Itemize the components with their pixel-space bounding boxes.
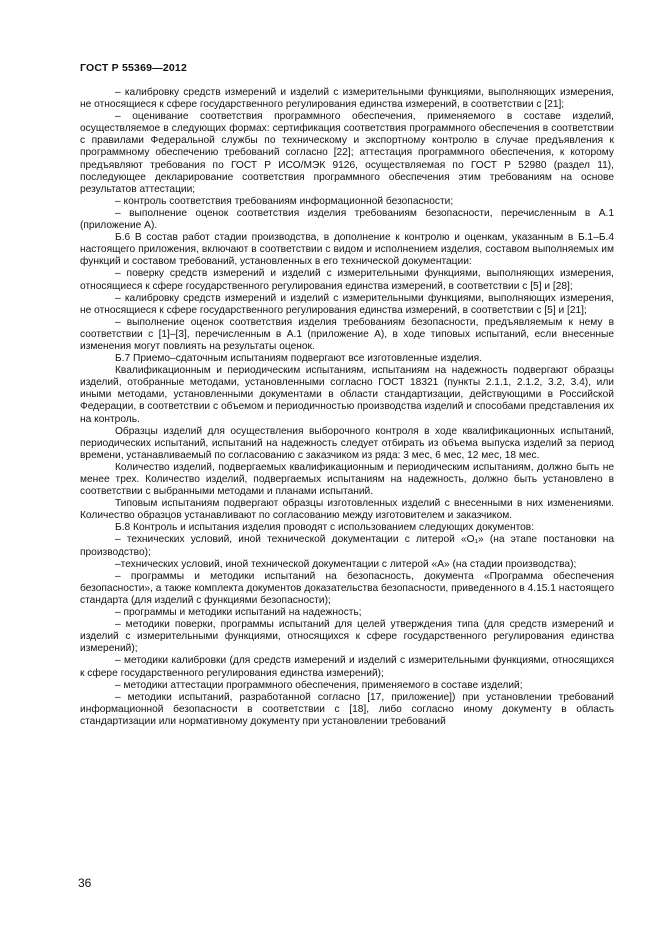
paragraph: – методики испытаний, разработанной согласно [17, приложение]) при установлении требований информационной безопасности в соответствии с [18], либо согласно иному документу в область стандартизации или нормативному документу при установлении требований bbox=[80, 691, 614, 727]
paragraph: – калибровку средств измерений и изделий с измерительными функциями, выполняющих измерения, не относящиеся к сфере государственного регулирования единства измерений, в соответствии с [21]; bbox=[80, 87, 614, 111]
paragraph: – выполнение оценок соответствия изделия требованиям безопасности, перечисленным в А.1 (приложение А). bbox=[80, 207, 614, 232]
paragraph: – контроль соответствия требованиям информационной безопасности; bbox=[115, 195, 454, 207]
paragraph: Количество изделий, подвергаемых квалификационным и периодическим испытаниям, должно быть не менее трех. Количество изделий, подвергаемых испытаниям на надежность, должно быть установлено в соответствии с выбранными методами и планами испытаний. bbox=[80, 461, 614, 498]
paragraph: Образцы изделий для осуществления выборочного контроля в ходе квалификационных испытаний, периодических испытаний, испытаний на надежность следует отбирать из объема выпуска изделий за период времени, устанавливаемый по согласованию с заказчиком из ряда: 3 мес, 6 мес, 12 мес, 18 мес. bbox=[80, 425, 614, 461]
paragraph: – поверку средств измерений и изделий с измерительными функциями, выполняющих измерения, относящиеся к сфере государственного регулирования единства измерений, в соответствии с [5] и [28]; bbox=[80, 268, 614, 292]
paragraph: – методики поверки, программы испытаний для целей утверждения типа (для средств измерений и изделий с измерительными функциями, относящихся к сфере государственного регулирования единства измерений); bbox=[80, 619, 614, 655]
page-number: 36 bbox=[78, 876, 92, 890]
paragraph: Б.7 Приемо–сдаточным испытаниям подвергают все изготовленные изделия. bbox=[115, 353, 483, 365]
standard-header: ГОСТ Р 55369—2012 bbox=[80, 62, 188, 74]
paragraph: –технических условий, иной технической документации с литерой «А» (на стадии производства); bbox=[115, 558, 577, 570]
paragraph: – программы и методики испытаний на надежность; bbox=[115, 607, 362, 619]
paragraph: Б.8 Контроль и испытания изделия проводят с использованием следующих документов: bbox=[115, 522, 535, 534]
document-body bbox=[80, 87, 614, 728]
paragraph: – программы и методики испытаний на безопасность, документа «Программа обеспечения безопасности», а также комплекта документов доказательства безопасности, приведенного в 4.15.1 настоящего стандарта (для изделий с функциями безопасности); bbox=[80, 570, 614, 606]
paragraph: – выполнение оценок соответствия изделия требованиям безопасности, предъявляемым к нему в соответствии с [1]–[3], перечисленным в А.1 (приложение А), в ходе типовых испытаний, если внесенные изменения могут повлиять на результаты оценок. bbox=[80, 316, 614, 352]
paragraph: – методики аттестации программного обеспечения, применяемого в составе изделий; bbox=[115, 679, 523, 691]
paragraph: Квалификационным и периодическим испытаниям, испытаниям на надежность подвергают образцы изделий, отобранные методами, установленными согласно ГОСТ 18321 (пункты 2.1.1, 2.1.2, 3.2, 3.4), или иными методами, установленными документами в области стандартизации, действующими в Российской Федерации, в соответствии с объемом и периодичностью производства изделий и способами представления их на контроль. bbox=[80, 365, 614, 425]
paragraph: Б.6 В состав работ стадии производства, в дополнение к контролю и оценкам, указанным в Б.1–Б.4 настоящего приложения, включают в соответствии с видом и исполнением изделия, составом выполняемых им функций и составом требований, установленных в его технической документации: bbox=[80, 232, 614, 268]
paragraph: – технических условий, иной технической документации с литерой «О₁» (на этапе постановки на производство); bbox=[80, 534, 614, 558]
paragraph: – оценивание соответствия программного обеспечения, применяемого в составе изделий, осуществляемое в следующих формах: сертификация соответствия программного обеспечения в соответствии с правилами Федеральной службы по техническому и экспортному контролю в случае предъявления к программному обеспечению требований согласно [22]; аттестация программного обеспечения, к которому предъявляют требования по ГОСТ Р ИСО/МЭК 9126, осуществляемая по ГОСТ Р 52980 (раздел 11), последующее декларирование соответствия программного обеспечения этим требованиям на основе результатов аттестации; bbox=[80, 111, 614, 195]
paragraph: – методики калибровки (для средств измерений и изделий с измерительными функциями, относящихся к сфере государственного регулирования единства измерений); bbox=[80, 655, 614, 679]
paragraph: Типовым испытаниям подвергают образцы изготовленных изделий с внесенными в них изменениями. Количество образцов устанавливают по согласованию между изготовителем и заказчиком. bbox=[80, 498, 614, 522]
paragraph: – калибровку средств измерений и изделий с измерительными функциями, выполняющих измерения, не относящиеся к сфере государственного регулирования единства измерений, в соответствии с [5] и [21]; bbox=[80, 292, 614, 316]
